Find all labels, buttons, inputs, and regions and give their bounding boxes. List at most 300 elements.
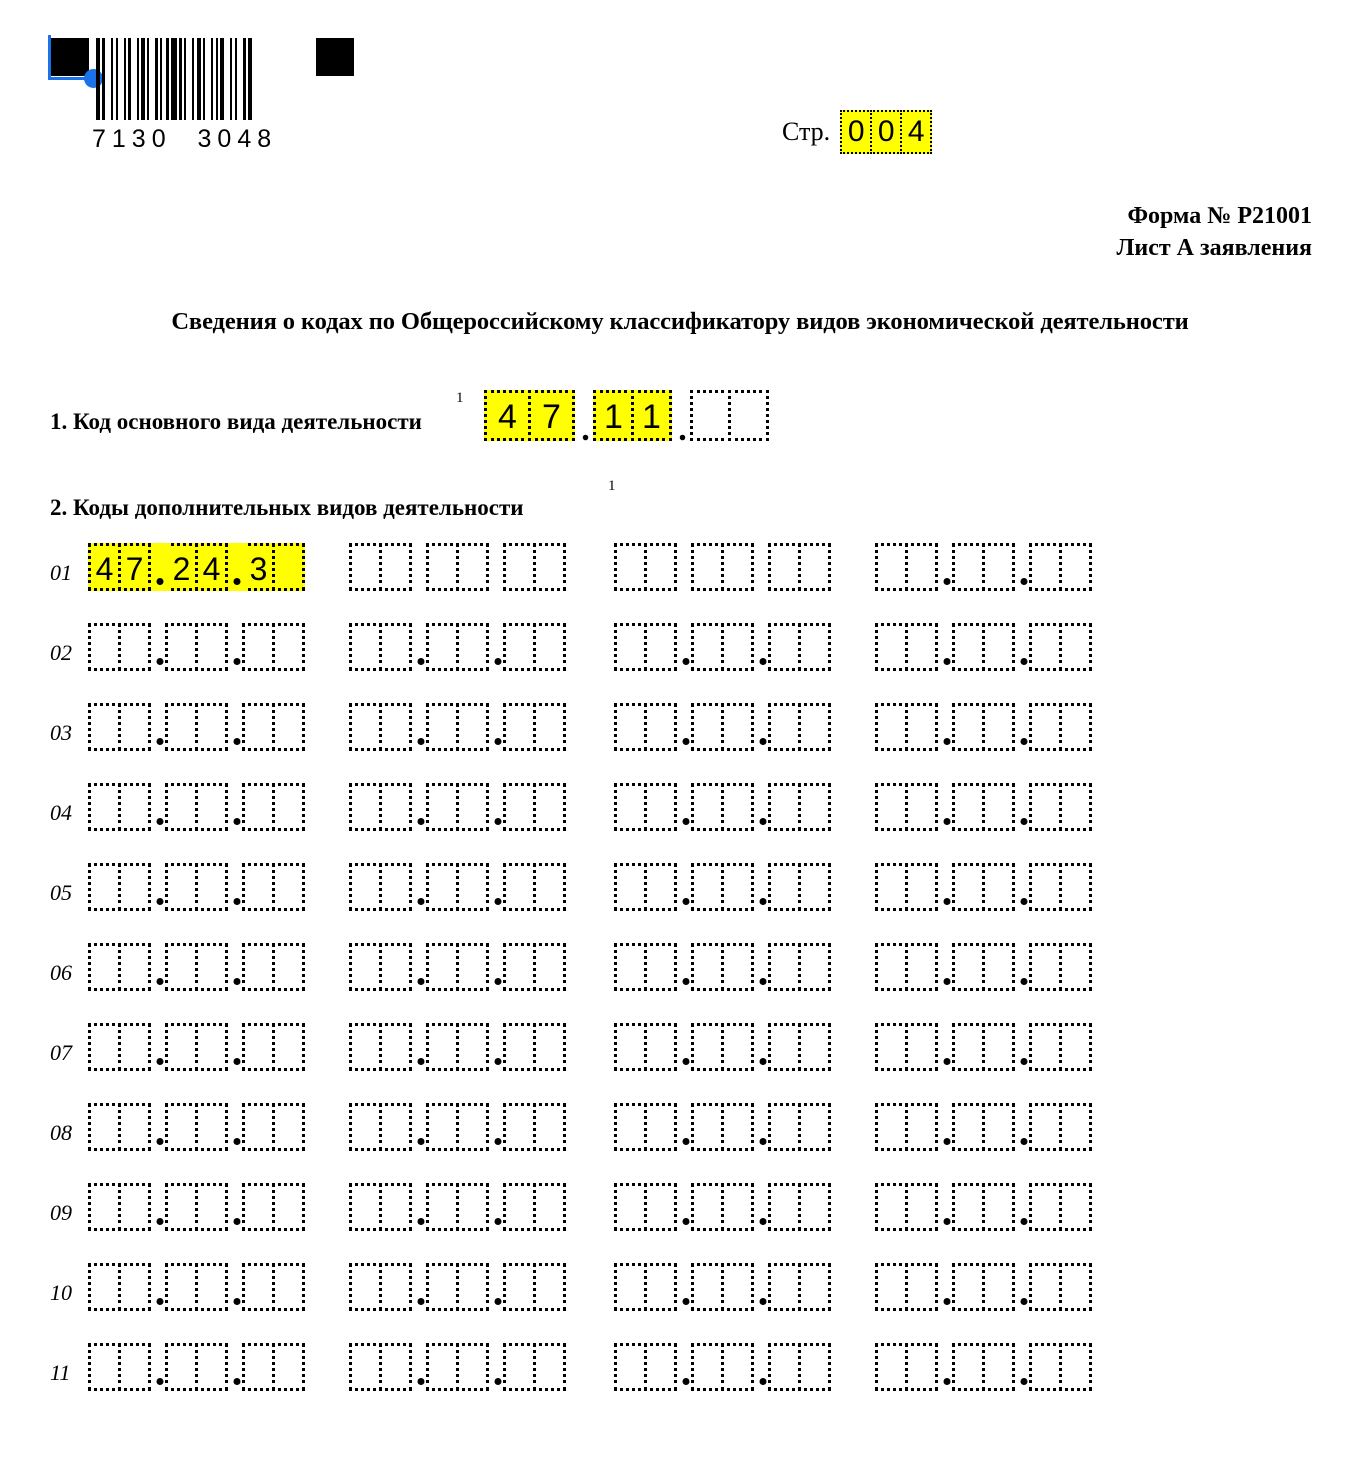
code-cell[interactable] [456, 863, 489, 911]
code-column-group[interactable] [349, 943, 566, 991]
code-cell[interactable] [875, 943, 908, 991]
code-cell[interactable] [905, 1183, 938, 1231]
code-cell[interactable] [875, 1183, 908, 1231]
code-cell[interactable] [798, 543, 831, 591]
code-cell[interactable] [88, 1183, 121, 1231]
code-cell[interactable] [349, 1103, 382, 1151]
main-code-cell[interactable] [690, 390, 731, 441]
code-cell[interactable] [426, 623, 459, 671]
code-cell[interactable] [644, 783, 677, 831]
code-cell[interactable] [1029, 863, 1062, 911]
code-cell[interactable] [503, 1103, 536, 1151]
code-cell[interactable] [272, 703, 305, 751]
code-column-group[interactable] [614, 783, 831, 831]
main-code-cell[interactable]: 1 [593, 390, 634, 441]
code-cell[interactable] [1059, 703, 1092, 751]
code-cell[interactable] [533, 1343, 566, 1391]
code-column-group[interactable] [875, 703, 1092, 751]
code-cell[interactable] [456, 1023, 489, 1071]
page-number-cell[interactable]: 0 [840, 110, 872, 154]
code-cell[interactable] [272, 1343, 305, 1391]
code-cell[interactable] [644, 943, 677, 991]
code-cell[interactable] [721, 1343, 754, 1391]
code-cell[interactable] [982, 623, 1015, 671]
code-column-group[interactable] [88, 943, 305, 991]
code-cell[interactable] [195, 703, 228, 751]
code-column-group[interactable] [349, 863, 566, 911]
code-column-group[interactable] [875, 783, 1092, 831]
code-column-group[interactable] [88, 703, 305, 751]
code-cell[interactable] [875, 543, 908, 591]
code-cell[interactable] [614, 863, 647, 911]
main-code-cell[interactable]: 4 [484, 390, 531, 441]
code-cell[interactable] [644, 1263, 677, 1311]
code-column-group[interactable] [349, 543, 566, 591]
code-cell[interactable] [1029, 1023, 1062, 1071]
code-cell[interactable] [721, 623, 754, 671]
code-column-group[interactable] [875, 623, 1092, 671]
code-cell[interactable] [503, 783, 536, 831]
code-cell[interactable] [768, 1263, 801, 1311]
code-cell[interactable] [768, 1103, 801, 1151]
code-cell[interactable] [379, 543, 412, 591]
code-cell[interactable] [379, 943, 412, 991]
code-cell[interactable] [875, 783, 908, 831]
code-column-group[interactable] [88, 863, 305, 911]
code-cell[interactable] [88, 1263, 121, 1311]
code-column-group[interactable] [614, 863, 831, 911]
code-cell[interactable] [379, 623, 412, 671]
code-cell[interactable] [533, 703, 566, 751]
code-cell[interactable] [88, 863, 121, 911]
code-cell[interactable] [1029, 1263, 1062, 1311]
code-cell[interactable] [456, 1183, 489, 1231]
code-cell[interactable] [721, 1023, 754, 1071]
code-cell[interactable] [533, 1023, 566, 1071]
code-cell[interactable] [272, 623, 305, 671]
code-cell[interactable] [905, 543, 938, 591]
code-cell[interactable] [379, 783, 412, 831]
code-cell[interactable] [721, 543, 754, 591]
code-cell[interactable] [503, 543, 536, 591]
code-cell[interactable] [456, 783, 489, 831]
code-cell[interactable] [503, 703, 536, 751]
code-cell[interactable] [691, 623, 724, 671]
code-cell[interactable] [272, 783, 305, 831]
code-cell[interactable] [1029, 1343, 1062, 1391]
code-cell[interactable] [88, 1343, 121, 1391]
code-cell[interactable] [426, 863, 459, 911]
code-cell[interactable] [242, 623, 275, 671]
code-cell[interactable] [349, 1263, 382, 1311]
code-cell[interactable] [242, 1023, 275, 1071]
code-cell[interactable] [952, 943, 985, 991]
code-column-group[interactable] [349, 1343, 566, 1391]
code-cell[interactable] [952, 623, 985, 671]
code-cell[interactable] [721, 1263, 754, 1311]
code-cell[interactable] [118, 1103, 151, 1151]
code-cell[interactable] [614, 703, 647, 751]
code-cell[interactable] [379, 863, 412, 911]
code-cell[interactable] [165, 863, 198, 911]
code-cell[interactable] [195, 1183, 228, 1231]
code-cell[interactable] [165, 1263, 198, 1311]
code-cell[interactable] [768, 623, 801, 671]
code-cell[interactable] [165, 623, 198, 671]
code-cell[interactable] [875, 1023, 908, 1071]
code-column-group[interactable] [349, 1263, 566, 1311]
code-cell[interactable] [503, 623, 536, 671]
code-cell[interactable] [118, 1263, 151, 1311]
code-cell[interactable] [503, 943, 536, 991]
code-cell[interactable] [533, 943, 566, 991]
code-cell[interactable] [242, 863, 275, 911]
code-cell[interactable] [952, 1343, 985, 1391]
code-cell[interactable] [614, 783, 647, 831]
code-cell[interactable] [195, 863, 228, 911]
code-cell[interactable] [982, 1263, 1015, 1311]
code-cell[interactable] [798, 783, 831, 831]
code-cell[interactable] [952, 783, 985, 831]
code-cell[interactable] [1029, 1183, 1062, 1231]
code-cell[interactable] [242, 783, 275, 831]
code-cell[interactable] [426, 943, 459, 991]
code-cell[interactable]: 4 [195, 543, 228, 591]
code-cell[interactable] [503, 1343, 536, 1391]
code-cell[interactable] [982, 1023, 1015, 1071]
code-cell[interactable] [88, 703, 121, 751]
code-cell[interactable] [195, 1263, 228, 1311]
code-cell[interactable] [644, 863, 677, 911]
code-cell[interactable] [503, 863, 536, 911]
code-cell[interactable] [426, 1023, 459, 1071]
main-activity-code-input[interactable] [484, 390, 769, 449]
code-column-group[interactable] [614, 943, 831, 991]
code-cell[interactable] [195, 943, 228, 991]
code-cell[interactable] [798, 1263, 831, 1311]
code-cell[interactable] [165, 703, 198, 751]
code-column-group[interactable] [614, 1343, 831, 1391]
code-column-group[interactable] [614, 703, 831, 751]
code-cell[interactable] [982, 943, 1015, 991]
code-cell[interactable] [242, 1103, 275, 1151]
code-column-group[interactable] [349, 623, 566, 671]
code-column-group[interactable] [88, 1183, 305, 1231]
code-cell[interactable] [426, 543, 459, 591]
code-column-group[interactable] [88, 623, 305, 671]
code-cell[interactable] [691, 1103, 724, 1151]
main-code-cell[interactable]: 7 [528, 390, 575, 441]
code-cell[interactable] [272, 1183, 305, 1231]
code-column-group[interactable] [88, 1343, 305, 1391]
code-cell[interactable] [905, 623, 938, 671]
code-cell[interactable] [691, 1183, 724, 1231]
code-cell[interactable]: 7 [118, 543, 151, 591]
code-cell[interactable] [118, 623, 151, 671]
code-cell[interactable] [533, 1263, 566, 1311]
code-cell[interactable] [691, 783, 724, 831]
code-cell[interactable] [88, 623, 121, 671]
code-column-group[interactable] [875, 1183, 1092, 1231]
code-cell[interactable] [691, 943, 724, 991]
code-cell[interactable] [118, 1183, 151, 1231]
code-cell[interactable]: 4 [88, 543, 121, 591]
code-cell[interactable] [118, 863, 151, 911]
code-column-group[interactable] [88, 1023, 305, 1071]
code-cell[interactable] [691, 863, 724, 911]
code-cell[interactable] [768, 703, 801, 751]
code-cell[interactable] [905, 1263, 938, 1311]
code-column-group[interactable] [88, 543, 305, 591]
code-cell[interactable] [614, 1103, 647, 1151]
code-cell[interactable] [798, 863, 831, 911]
code-cell[interactable] [691, 543, 724, 591]
code-column-group[interactable] [614, 1023, 831, 1071]
code-cell[interactable] [644, 703, 677, 751]
code-cell[interactable] [456, 623, 489, 671]
code-cell[interactable] [768, 783, 801, 831]
code-column-group[interactable] [875, 543, 1092, 591]
code-cell[interactable] [503, 1023, 536, 1071]
code-column-group[interactable] [349, 1023, 566, 1071]
code-cell[interactable] [242, 1183, 275, 1231]
code-cell[interactable] [644, 543, 677, 591]
code-cell[interactable] [614, 1263, 647, 1311]
code-cell[interactable] [1059, 1183, 1092, 1231]
code-cell[interactable] [195, 623, 228, 671]
code-cell[interactable] [533, 623, 566, 671]
code-cell[interactable] [798, 943, 831, 991]
code-column-group[interactable] [349, 1103, 566, 1151]
page-number-cells[interactable] [840, 110, 932, 154]
code-cell[interactable] [165, 783, 198, 831]
code-cell[interactable] [644, 1343, 677, 1391]
code-cell[interactable] [905, 943, 938, 991]
code-cell[interactable] [349, 623, 382, 671]
code-cell[interactable] [118, 703, 151, 751]
code-column-group[interactable] [349, 1183, 566, 1231]
code-cell[interactable] [721, 783, 754, 831]
code-cell[interactable] [798, 1103, 831, 1151]
code-cell[interactable] [1029, 623, 1062, 671]
code-cell[interactable] [272, 943, 305, 991]
code-cell[interactable] [798, 703, 831, 751]
code-cell[interactable] [533, 1103, 566, 1151]
code-cell[interactable] [379, 1183, 412, 1231]
code-column-group[interactable] [875, 1343, 1092, 1391]
code-column-group[interactable] [88, 783, 305, 831]
code-cell[interactable] [614, 1343, 647, 1391]
code-cell[interactable] [426, 1103, 459, 1151]
code-cell[interactable] [982, 783, 1015, 831]
code-cell[interactable] [426, 1343, 459, 1391]
code-cell[interactable] [721, 1183, 754, 1231]
code-cell[interactable] [165, 943, 198, 991]
code-cell[interactable] [272, 863, 305, 911]
code-cell[interactable] [905, 863, 938, 911]
code-cell[interactable] [88, 1103, 121, 1151]
code-cell[interactable] [691, 1343, 724, 1391]
page-number-cell[interactable]: 0 [870, 110, 902, 154]
code-cell[interactable] [349, 863, 382, 911]
code-cell[interactable] [349, 783, 382, 831]
code-cell[interactable] [349, 1343, 382, 1391]
code-cell[interactable] [1059, 1103, 1092, 1151]
code-cell[interactable] [503, 1183, 536, 1231]
code-cell[interactable] [426, 1263, 459, 1311]
code-cell[interactable] [88, 783, 121, 831]
code-cell[interactable] [875, 863, 908, 911]
code-cell[interactable] [379, 1103, 412, 1151]
code-cell[interactable] [533, 543, 566, 591]
code-column-group[interactable] [614, 1103, 831, 1151]
code-cell[interactable] [875, 623, 908, 671]
code-cell[interactable] [165, 1103, 198, 1151]
code-cell[interactable] [118, 943, 151, 991]
code-cell[interactable] [691, 1023, 724, 1071]
code-cell[interactable] [242, 943, 275, 991]
code-cell[interactable] [503, 1263, 536, 1311]
code-cell[interactable] [614, 1023, 647, 1071]
code-cell[interactable] [242, 703, 275, 751]
code-column-group[interactable] [88, 1263, 305, 1311]
code-cell[interactable] [1059, 1023, 1092, 1071]
code-cell[interactable] [533, 783, 566, 831]
code-cell[interactable] [982, 703, 1015, 751]
code-cell[interactable] [982, 1343, 1015, 1391]
code-cell[interactable] [456, 1263, 489, 1311]
code-cell[interactable] [875, 1343, 908, 1391]
code-cell[interactable] [195, 1103, 228, 1151]
code-cell[interactable] [456, 943, 489, 991]
code-cell[interactable] [952, 863, 985, 911]
code-cell[interactable]: 2 [165, 543, 198, 591]
code-cell[interactable] [349, 943, 382, 991]
code-cell[interactable] [1059, 863, 1092, 911]
code-cell[interactable] [379, 1263, 412, 1311]
code-cell[interactable] [614, 943, 647, 991]
code-cell[interactable] [1059, 623, 1092, 671]
code-cell[interactable] [952, 1103, 985, 1151]
code-cell[interactable] [982, 1103, 1015, 1151]
code-cell[interactable] [195, 783, 228, 831]
code-cell[interactable] [644, 1023, 677, 1071]
code-cell[interactable] [768, 863, 801, 911]
code-cell[interactable] [349, 1023, 382, 1071]
code-column-group[interactable] [614, 1183, 831, 1231]
code-cell[interactable] [768, 543, 801, 591]
code-cell[interactable] [272, 543, 305, 591]
code-cell[interactable] [533, 1183, 566, 1231]
code-column-group[interactable] [614, 1263, 831, 1311]
code-column-group[interactable] [875, 1103, 1092, 1151]
main-code-cell[interactable] [728, 390, 769, 441]
code-cell[interactable] [1059, 1343, 1092, 1391]
code-column-group[interactable] [349, 783, 566, 831]
code-cell[interactable] [721, 943, 754, 991]
page-number-cell[interactable]: 4 [900, 110, 932, 154]
code-cell[interactable] [952, 703, 985, 751]
code-cell[interactable] [952, 543, 985, 591]
code-cell[interactable] [614, 543, 647, 591]
code-cell[interactable] [982, 863, 1015, 911]
code-cell[interactable] [905, 1103, 938, 1151]
code-cell[interactable] [952, 1183, 985, 1231]
code-column-group[interactable] [614, 543, 831, 591]
code-column-group[interactable] [875, 943, 1092, 991]
code-cell[interactable] [768, 1023, 801, 1071]
code-cell[interactable] [768, 943, 801, 991]
code-cell[interactable]: 3 [242, 543, 275, 591]
code-cell[interactable] [272, 1263, 305, 1311]
code-cell[interactable] [952, 1263, 985, 1311]
code-cell[interactable] [426, 1183, 459, 1231]
code-cell[interactable] [533, 863, 566, 911]
code-cell[interactable] [644, 1183, 677, 1231]
code-cell[interactable] [379, 703, 412, 751]
code-cell[interactable] [379, 1023, 412, 1071]
code-cell[interactable] [798, 1023, 831, 1071]
code-cell[interactable] [165, 1023, 198, 1071]
code-cell[interactable] [982, 1183, 1015, 1231]
code-cell[interactable] [875, 1263, 908, 1311]
code-cell[interactable] [1059, 943, 1092, 991]
code-column-group[interactable] [349, 703, 566, 751]
code-cell[interactable] [379, 1343, 412, 1391]
code-cell[interactable] [1029, 1103, 1062, 1151]
code-cell[interactable] [456, 703, 489, 751]
code-cell[interactable] [118, 1023, 151, 1071]
code-cell[interactable] [614, 1183, 647, 1231]
code-cell[interactable] [1059, 1263, 1092, 1311]
code-cell[interactable] [456, 1343, 489, 1391]
code-cell[interactable] [798, 623, 831, 671]
code-cell[interactable] [195, 1343, 228, 1391]
code-cell[interactable] [721, 1103, 754, 1151]
code-cell[interactable] [349, 543, 382, 591]
code-cell[interactable] [88, 1023, 121, 1071]
code-cell[interactable] [644, 1103, 677, 1151]
code-cell[interactable] [242, 1263, 275, 1311]
code-cell[interactable] [798, 1183, 831, 1231]
code-column-group[interactable] [614, 623, 831, 671]
code-cell[interactable] [1059, 783, 1092, 831]
code-cell[interactable] [1029, 783, 1062, 831]
code-column-group[interactable] [875, 1263, 1092, 1311]
code-cell[interactable] [875, 1103, 908, 1151]
code-cell[interactable] [165, 1343, 198, 1391]
code-cell[interactable] [118, 1343, 151, 1391]
code-cell[interactable] [88, 943, 121, 991]
code-column-group[interactable] [875, 1023, 1092, 1071]
code-cell[interactable] [691, 703, 724, 751]
code-cell[interactable] [1029, 543, 1062, 591]
code-cell[interactable] [1029, 703, 1062, 751]
code-cell[interactable] [456, 1103, 489, 1151]
code-cell[interactable] [905, 1023, 938, 1071]
code-cell[interactable] [1059, 543, 1092, 591]
code-cell[interactable] [272, 1023, 305, 1071]
code-cell[interactable] [349, 703, 382, 751]
code-cell[interactable] [118, 783, 151, 831]
code-cell[interactable] [426, 703, 459, 751]
code-cell[interactable] [721, 703, 754, 751]
code-cell[interactable] [982, 543, 1015, 591]
code-cell[interactable] [768, 1183, 801, 1231]
code-cell[interactable] [905, 783, 938, 831]
code-cell[interactable] [875, 703, 908, 751]
code-cell[interactable] [1029, 943, 1062, 991]
